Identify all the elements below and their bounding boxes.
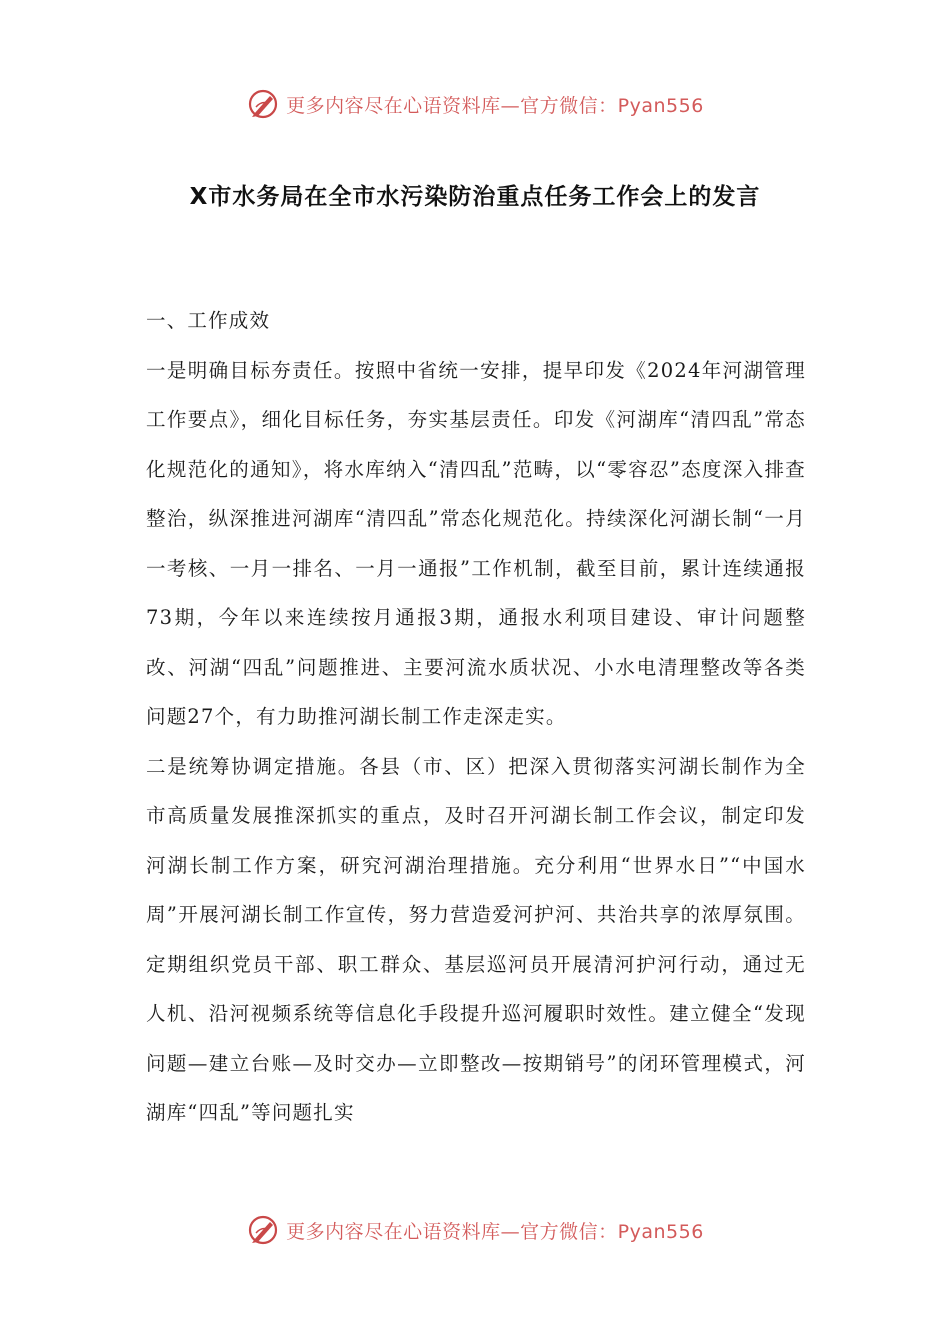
- watermark-footer: [0, 1210, 950, 1250]
- watermark-text: 更多内容尽在心语资料库—官方微信：Pyan556: [286, 94, 704, 117]
- watermark-text: 更多内容尽在心语资料库—官方微信：Pyan556: [286, 1220, 704, 1243]
- pen-logo-icon: [246, 87, 280, 121]
- watermark-header: [0, 84, 950, 124]
- paragraph-2: 二是统筹协调定措施。各县（市、区）把深入贯彻落实河湖长制作为全市高质量发展推深抓实的重点，及时召开河湖长制工作会议，制定印发河湖长制工作方案，研究河湖治理措施。充分利用“世界水日”“中国水周”开展河湖长制工作宣传，努力营造爱河护河、共治共享的浓厚氛围。定期组织党员干部、职工群众、基层巡河员开展清河护河行动，通过无人机、沿河视频系统等信息化手段提升巡河履职时效性。建立健全“发现问题—建立台账—及时交办—立即整改—按期销号”的闭环管理模式，河湖库“四乱”等问题扎实: [146, 754, 806, 1124]
- document-title: X市水务局在全市水污染防治重点任务工作会上的发言: [189, 184, 761, 210]
- pen-logo-icon: [246, 1213, 280, 1247]
- section-heading: 一、工作成效: [146, 309, 271, 332]
- document-body: [146, 296, 806, 1138]
- paragraph-1: 一是明确目标夯责任。按照中省统一安排，提早印发《2024年河湖管理工作要点》，细化目标任务，夯实基层责任。印发《河湖库“清四乱”常态化规范化的通知》，将水库纳入“清四乱”范畴，以“零容忍”态度深入排查整治，纵深推进河湖库“清四乱”常态化规范化。持续深化河湖长制“一月一考核、一月一排名、一月一通报”工作机制，截至目前，累计连续通报73期，今年以来连续按月通报3期，通报水利项目建设、审计问题整改、河湖“四乱”问题推进、主要河流水质状况、小水电清理整改等各类问题27个，有力助推河湖长制工作走深走实。: [146, 358, 806, 728]
